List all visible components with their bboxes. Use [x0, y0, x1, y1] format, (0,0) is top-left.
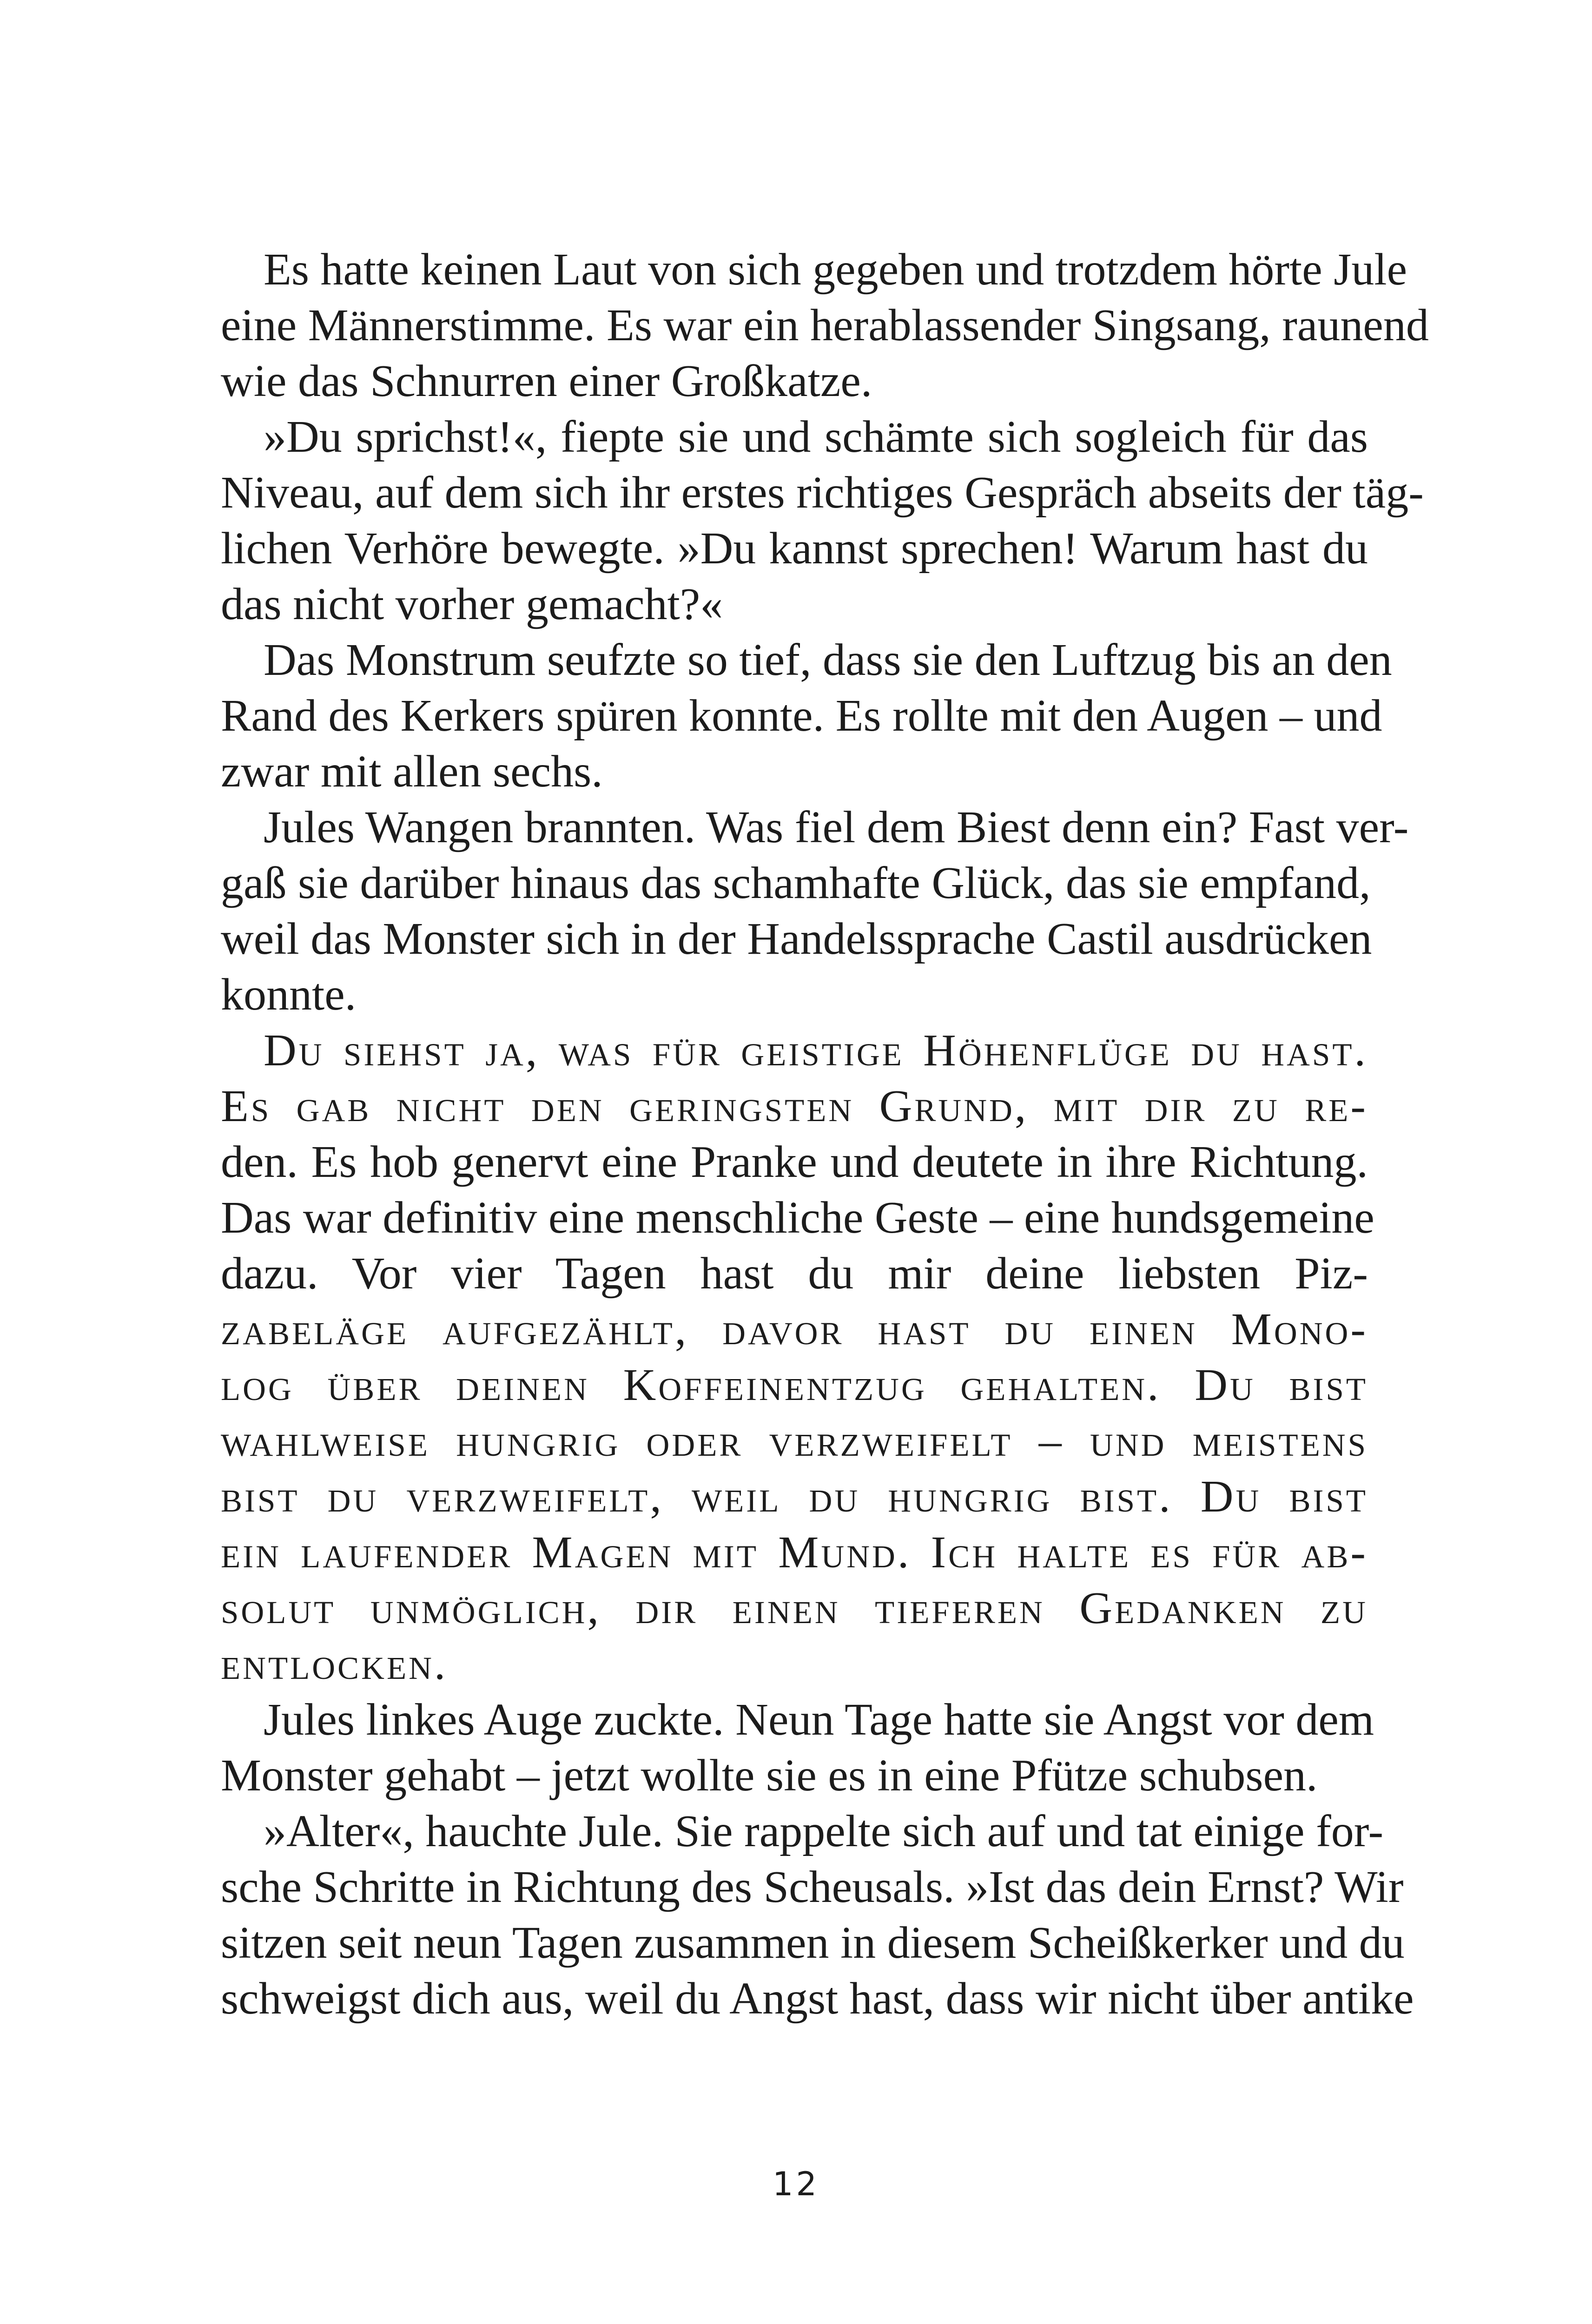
text-line: »Du sprichst!«, fiepte sie und schämte sich sogleich für das	[264, 412, 1368, 462]
text-line: dazu. Vor vier Tagen hast du mir deine liebsten Piz-	[221, 1248, 1368, 1299]
text-line: weil das Monster sich in der Handelssprache Castil ausdrücken	[221, 914, 1372, 964]
text-line: Jules Wangen brannten. Was fiel dem Biest denn ein? Fast ver-	[264, 802, 1409, 852]
text-line: »Alter«, hauchte Jule. Sie rappelte sich auf und tat einige for-	[264, 1806, 1384, 1856]
text-line-small-caps: zabeläge aufgezählt, davor hast du einen Mono-	[221, 1304, 1368, 1354]
text-line: wie das Schnurren einer Großkatze.	[221, 356, 872, 406]
text-line: sche Schritte in Richtung des Scheusals. »Ist das dein Ernst? Wir	[221, 1862, 1404, 1912]
text-line: konnte.	[221, 970, 357, 1020]
text-line-small-caps: ein laufender Magen mit Mund. Ich halte es für ab-	[221, 1527, 1368, 1578]
text-line: Das Monstrum seufzte so tief, dass sie den Luftzug bis an den	[264, 635, 1392, 685]
text-line: sitzen seit neun Tagen zusammen in diesem Scheißkerker und du	[221, 1918, 1405, 1968]
text-line-small-caps: solut unmöglich, dir einen tieferen Gedanken zu	[221, 1583, 1368, 1633]
text-line-small-caps: Du siehst ja, was für geistige Höhenflüge du hast.	[264, 1025, 1368, 1076]
text-line: den. Es hob genervt eine Pranke und deutete in ihre Richtung.	[221, 1137, 1368, 1187]
body-text	[221, 242, 1429, 2027]
text-line-small-caps: log über deinen Koffeinentzug gehalten. Du bist	[221, 1360, 1368, 1410]
text-line: Es hatte keinen Laut von sich gegeben und trotzdem hörte Jule	[264, 244, 1407, 295]
text-line: Rand des Kerkers spüren konnte. Es rollte mit den Augen – und	[221, 691, 1382, 741]
text-line: gaß sie darüber hinaus das schamhafte Glück, das sie empfand,	[221, 858, 1371, 908]
text-line-small-caps: Es gab nicht den geringsten Grund, mit dir zu re-	[221, 1081, 1368, 1131]
text-line: zwar mit allen sechs.	[221, 746, 603, 797]
page-number: 12	[772, 2165, 820, 2203]
text-line: eine Männerstimme. Es war ein herablassender Singsang, raunend	[221, 300, 1429, 350]
text-line-small-caps: entlocken.	[221, 1639, 448, 1689]
text-line-small-caps: wahlweise hungrig oder verzweifelt – und meistens	[221, 1416, 1368, 1466]
text-line: Das war definitiv eine menschliche Geste – eine hundsgemeine	[221, 1193, 1374, 1243]
text-line: das nicht vorher gemacht?«	[221, 579, 723, 629]
text-line: Monster gehabt – jetzt wollte sie es in eine Pfütze schubsen.	[221, 1750, 1318, 1801]
text-line-small-caps: bist du verzweifelt, weil du hungrig bist. Du bist	[221, 1472, 1368, 1522]
text-line: Jules linkes Auge zuckte. Neun Tage hatte sie Angst vor dem	[264, 1695, 1374, 1745]
text-line: lichen Verhöre bewegte. »Du kannst sprechen! Warum hast du	[221, 523, 1368, 574]
text-line: schweigst dich aus, weil du Angst hast, dass wir nicht über antike	[221, 1974, 1414, 2024]
text-line: Niveau, auf dem sich ihr erstes richtiges Gespräch abseits der täg-	[221, 468, 1424, 518]
